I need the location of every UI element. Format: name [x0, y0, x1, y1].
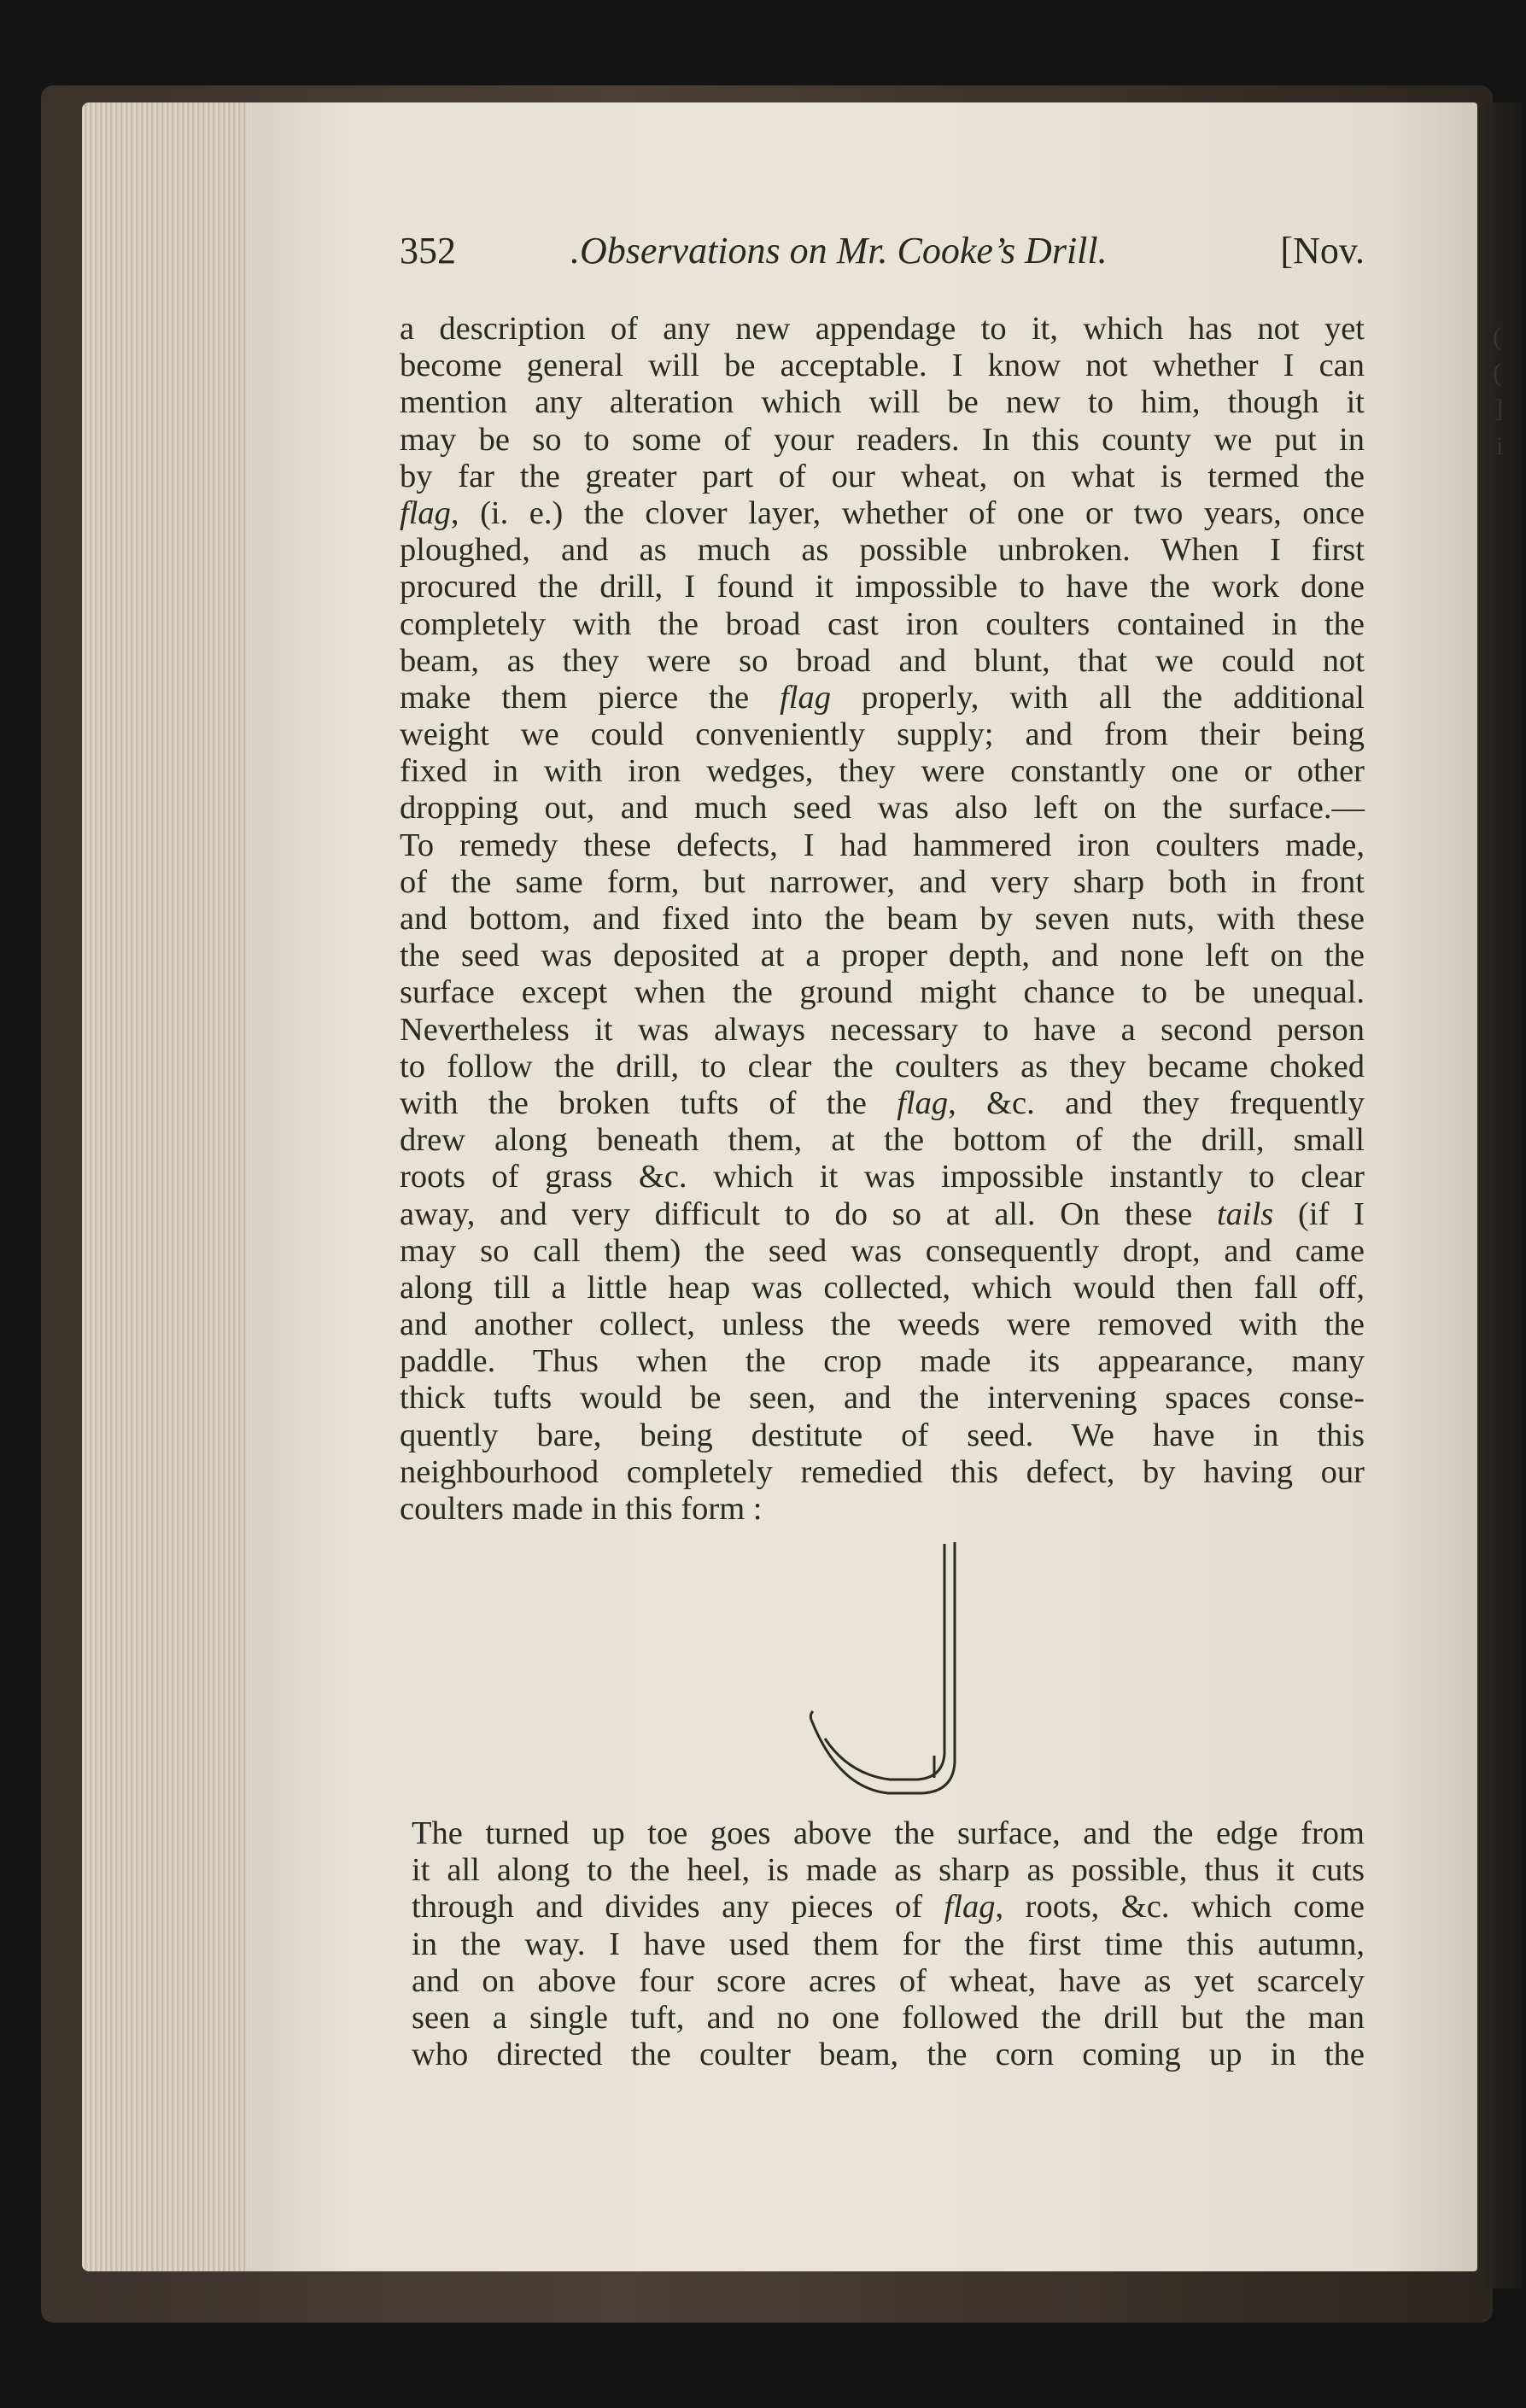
text-line: in the way. I have used them for the first time this autumn,	[412, 1926, 1365, 1962]
page-number: 352	[400, 230, 456, 272]
coulter-figure	[794, 1537, 991, 1810]
text-line: flag, (i. e.) the clover layer, whether of one or two years, once	[400, 494, 1365, 531]
text-line: and bottom, and fixed into the beam by seven nuts, with these	[400, 901, 1365, 937]
text-line: seen a single tuft, and no one followed the drill but the man	[412, 1999, 1365, 2036]
text-line: paddle. Thus when the crop made its appearance, many	[400, 1343, 1365, 1380]
text-line: along till a little heap was collected, which would then fall off,	[400, 1269, 1365, 1306]
text-line: ploughed, and as much as possible unbroken. When I first	[400, 532, 1365, 569]
text-line: through and divides any pieces of flag, roots, &c. which come	[412, 1889, 1365, 1926]
section-month: [Nov.	[1280, 230, 1365, 272]
text-line: away, and very difficult to do so at all. On these tails (if I	[400, 1195, 1365, 1232]
text-line: weight we could conveniently supply; and from their being	[400, 716, 1365, 753]
running-header	[400, 229, 1365, 280]
text-line: procured the drill, I found it impossible to have the work done	[400, 569, 1365, 605]
text-line: a description of any new appendage to it, which has not yet	[400, 311, 1365, 347]
text-line: who directed the coulter beam, the corn coming up in the	[412, 2037, 1365, 2073]
text-line: it all along to the heel, is made as sharp as possible, thus it cuts	[412, 1852, 1365, 1889]
text-line: dropping out, and much seed was also left on the surface.—	[400, 790, 1365, 827]
margin-mark: i	[1496, 432, 1504, 460]
running-title: .Observations on Mr. Cooke’s Drill.	[570, 230, 1108, 272]
text-line: completely with the broad cast iron coulters contained in the	[400, 605, 1365, 642]
text-line: neighbourhood completely remedied this defect, by having our	[400, 1453, 1365, 1490]
text-line: To remedy these defects, I had hammered iron coulters made,	[400, 827, 1365, 863]
margin-mark: (	[1493, 323, 1501, 351]
text-line: beam, as they were so broad and blunt, that we could not	[400, 642, 1365, 679]
page-edges	[82, 102, 253, 2271]
text-line: surface except when the ground might chance to be unequal.	[400, 974, 1365, 1011]
text-line: fixed in with iron wedges, they were constantly one or other	[400, 753, 1365, 790]
text-line: and another collect, unless the weeds were removed with the	[400, 1306, 1365, 1343]
text-line: Nevertheless it was always necessary to have a second person	[400, 1011, 1365, 1048]
text-line: The turned up toe goes above the surface, and the edge from	[412, 1815, 1365, 1851]
body-text-upper	[400, 311, 1365, 1528]
text-line: may be so to some of your readers. In this county we put in	[400, 421, 1365, 458]
margin-mark: ]	[1494, 395, 1503, 423]
text-line: the seed was deposited at a proper depth, and none left on the	[400, 938, 1365, 974]
text-line: and on above four score acres of wheat, have as yet scarcely	[412, 1962, 1365, 1999]
text-line: to follow the drill, to clear the coulters as they became choked	[400, 1048, 1365, 1084]
text-line: become general will be acceptable. I know not whether I can	[400, 348, 1365, 384]
text-line: roots of grass &c. which it was impossible instantly to clear	[400, 1159, 1365, 1195]
text-line: mention any alteration which will be new to him, though it	[400, 384, 1365, 421]
coulter-toe	[810, 1711, 813, 1720]
text-line: with the broken tufts of the flag, &c. and they frequently	[400, 1084, 1365, 1121]
margin-mark: (	[1493, 359, 1501, 387]
text-line: of the same form, but narrower, and very sharp both in front	[400, 863, 1365, 900]
text-line: by far the greater part of our wheat, on what is termed the	[400, 458, 1365, 494]
text-line: may so call them) the seed was consequently dropt, and came	[400, 1232, 1365, 1269]
body-text-lower	[412, 1815, 1365, 2073]
text-line: quently bare, being destitute of seed. We have in this	[400, 1417, 1365, 1453]
text-line: coulters made in this form :	[400, 1491, 763, 1527]
coulter-inner-edge	[825, 1544, 944, 1780]
text-line: drew along beneath them, at the bottom of the drill, small	[400, 1122, 1365, 1159]
text-line: make them pierce the flag properly, with all the additional	[400, 679, 1365, 716]
coulter-outline	[811, 1542, 955, 1793]
text-line: thick tufts would be seen, and the intervening spaces conse-	[400, 1380, 1365, 1417]
facing-page-edge	[1482, 102, 1523, 2288]
